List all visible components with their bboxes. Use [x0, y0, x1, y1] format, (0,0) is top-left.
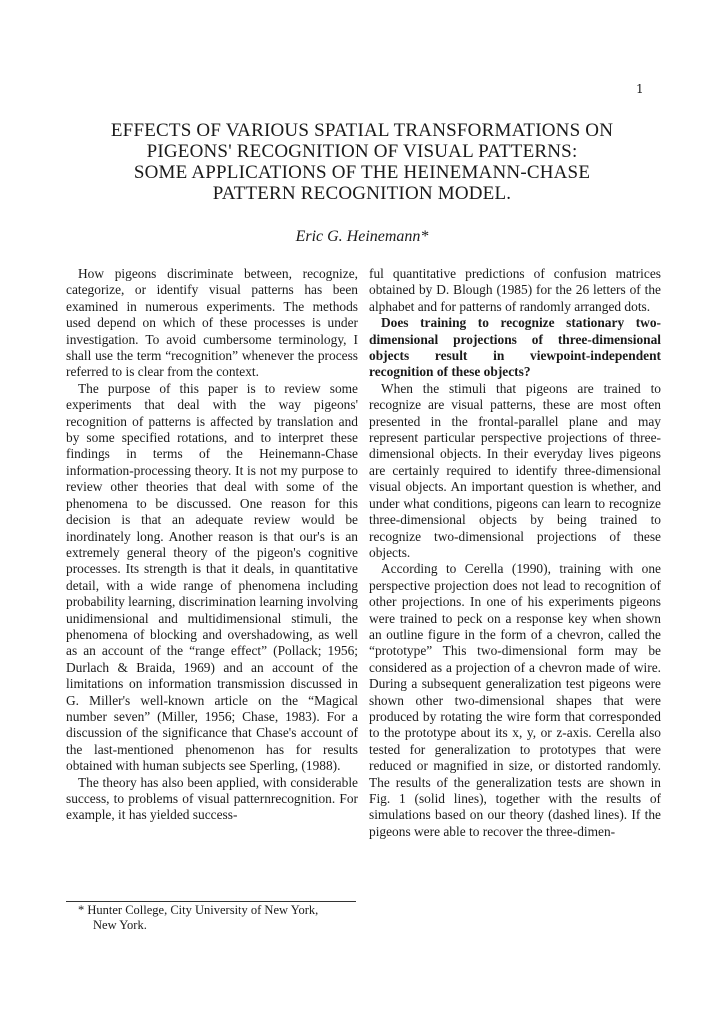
- left-column: [66, 266, 358, 824]
- title-line: PIGEONS' RECOGNITION OF VISUAL PATTERNS:: [146, 141, 578, 162]
- title-line: EFFECTS OF VARIOUS SPATIAL TRANSFORMATIONS ON: [110, 120, 614, 141]
- paper-title: [0, 120, 724, 204]
- footnote: [78, 903, 358, 933]
- author-name: Eric G. Heinemann*: [295, 228, 429, 245]
- title-line: SOME APPLICATIONS OF THE HEINEMANN-CHASE: [133, 162, 591, 183]
- section-heading: Does training to recognize stationary two-dimensional projections of three-dimensional objects result in viewpoint-independent recognition of these objects?: [369, 315, 661, 380]
- body-paragraph-continuation: ful quantitative predictions of confusion matrices obtained by D. Blough (1985) for the 26 letters of the alphabet and for patterns of randomly arranged dots.: [369, 266, 661, 314]
- body-paragraph: The theory has also been applied, with considerable success, to problems of visual patternrecognition. For example, it has yielded success-: [66, 774, 358, 823]
- body-paragraph: The purpose of this paper is to review some experiments that deal with the way pigeons' recognition of patterns is affected by translation and by some specified rotations, and to interpret these findings in terms of the Heinemann-Chase information-processing theory. It is not my purpose to review other theories that deal with some of the phenomena to be discussed. One reason for this decision is that an adequate review would be inordinately long. Another reason is that our's is an extremely general theory of the pigeon's cognitive processes. Its strength is that it deals, in quantitative detail, with a wide range of phenomena including probability learning, discrimination learning involving unidimensional and multidimensional stimuli, the phenomena of blocking and overshadowing, as well as an account of the “range effect” (Pollack; 1956; Durlach & Braida, 1969) and an account of the limitations on information transmission discussed in G. Miller's well-known article on the “Magical number seven” (Miller, 1956; Chase, 1983). For a discussion of the significance that Chase's account of the last-mentioned phenomenon has for results obtained with human subjects see Sperling, (1988).: [66, 380, 358, 774]
- page-number: 1: [636, 82, 644, 96]
- title-line: PATTERN RECOGNITION MODEL.: [212, 183, 512, 204]
- body-paragraph: How pigeons discriminate between, recognize, categorize, or identify visual patterns has been examined in numerous experiments. The methods used depend on which of these processes is under investigation. To avoid cumbersome terminology, I shall use the term “recognition” whenever the process referred to is clear from the context.: [66, 266, 358, 380]
- body-paragraph: When the stimuli that pigeons are trained to recognize are visual patterns, these are most often presented in the frontal-parallel plane and may represent particular perspective projections of three-dimensional objects. In their everyday lives pigeons are certainly required to identify three-dimensional visual objects. An important question is whether, and under what conditions, pigeons can learn to recognize three-dimensional objects by being trained to recognize two-dimensional projections of these objects.: [369, 380, 661, 560]
- footnote-text: New York.: [93, 918, 147, 932]
- footnote-text: Hunter College, City University of New York,: [87, 903, 319, 917]
- body-paragraph: According to Cerella (1990), training with one perspective projection does not lead to recognition of other projections. In one of his experiments pigeons were trained to peck on a response key when shown an outline figure in the form of a chevron, called the “prototype” This two-dimensional form may be considered as a projection of a chevron made of wire. During a subsequent generalization test pigeons were shown other two-dimensional shapes that were produced by rotating the wire form that corresponded to the prototype about its x, y, or z-axis. Cerella also tested for generalization to prototypes that were reduced or magnified in size, or distorted randomly. The results of the generalization tests are shown in Fig. 1 (solid lines), together with the results of simulations based on our theory (dashed lines). If the pigeons were able to recover the three-dimen-: [369, 561, 661, 839]
- footnote-marker: *: [78, 903, 85, 917]
- right-column: [369, 266, 661, 840]
- footnote-divider: [66, 901, 356, 902]
